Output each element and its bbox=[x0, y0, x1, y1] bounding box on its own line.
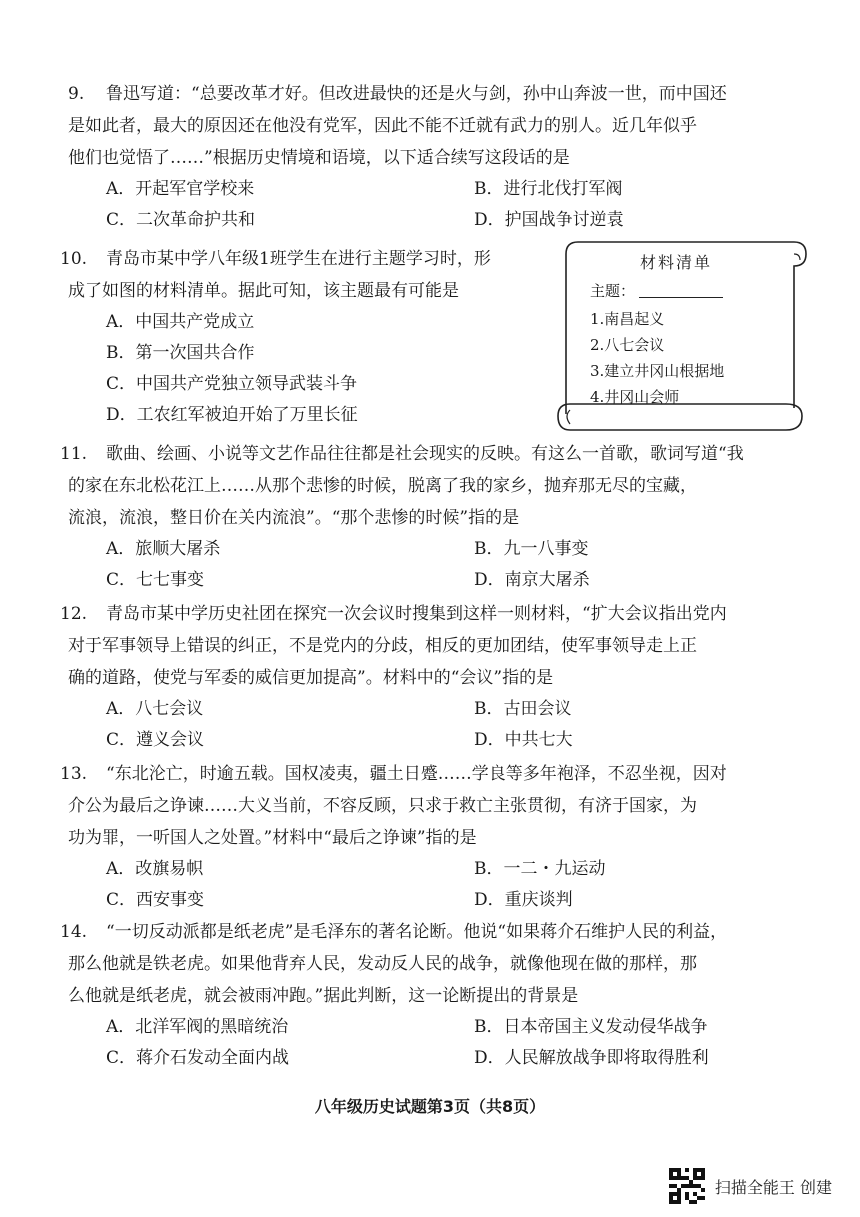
option-d: D．中共七大 bbox=[474, 730, 573, 750]
option-a: A．中国共产党成立 bbox=[106, 312, 255, 332]
option-b: B．九一八事变 bbox=[474, 539, 589, 559]
option-a: A．旅顺大屠杀 bbox=[106, 539, 221, 559]
material-list-scroll bbox=[556, 236, 816, 436]
question-text: 青岛市某中学历史社团在探究一次会议时搜集到这样一则材料，“扩大会议指出党内 bbox=[106, 604, 727, 624]
option-b: B．一二・九运动 bbox=[474, 859, 606, 879]
option-c: C．七七事变 bbox=[106, 570, 205, 590]
option-d: D．重庆谈判 bbox=[474, 890, 573, 910]
option-d: D．南京大屠杀 bbox=[474, 570, 590, 590]
theme-blank bbox=[639, 297, 723, 298]
material-items bbox=[590, 306, 724, 410]
question-text: 功为罪，一听国人之处置。”材料中“最后之诤谏”指的是 bbox=[68, 828, 477, 848]
question-number: 10. bbox=[60, 249, 88, 269]
scanner-watermark bbox=[669, 1168, 832, 1204]
option-c: C．蒋介石发动全面内战 bbox=[106, 1048, 290, 1068]
option-b: B．日本帝国主义发动侵华战争 bbox=[474, 1017, 708, 1037]
question-text: 介公为最后之诤谏……大义当前，不容反顾，只求于救亡主张贯彻，有济于国家，为 bbox=[68, 796, 697, 816]
question-text: 的家在东北松花江上……从那个悲惨的时候，脱离了我的家乡，抛弃那无尽的宝藏， bbox=[68, 476, 697, 496]
question-number: 12. bbox=[60, 604, 88, 624]
question-14 bbox=[60, 916, 808, 1074]
option-a: A．开起军官学校来 bbox=[106, 179, 255, 199]
option-c: C．西安事变 bbox=[106, 890, 205, 910]
question-text: 确的道路，使党与军委的威信更加提高”。材料中的“会议”指的是 bbox=[68, 668, 554, 688]
option-c: C．中国共产党独立领导武装斗争 bbox=[106, 374, 358, 394]
question-text: “一切反动派都是纸老虎”是毛泽东的著名论断。他说“如果蒋介石维护人民的利益， bbox=[106, 922, 728, 942]
page-footer: 八年级历史试题第3页（共8页） bbox=[314, 1097, 546, 1116]
material-item: 4.井冈山会师 bbox=[590, 388, 680, 406]
question-text: 成了如图的材料清单。据此可知，该主题最有可能是 bbox=[68, 281, 459, 301]
question-text: 他们也觉悟了……”根据历史情境和语境，以下适合续写这段话的是 bbox=[68, 148, 570, 168]
question-text: 鲁迅写道：“总要改革才好。但改进最快的还是火与剑，孙中山奔波一世，而中国还 bbox=[106, 84, 727, 104]
theme-field: 主题： bbox=[590, 280, 723, 301]
option-a: A．改旗易帜 bbox=[106, 859, 204, 879]
question-text: 么他就是纸老虎，就会被雨冲跑。”据此判断，这一论断提出的背景是 bbox=[68, 986, 579, 1006]
question-text: 流浪，流浪，整日价在关内流浪”。“那个悲惨的时候”指的是 bbox=[68, 508, 520, 528]
material-item: 1.南昌起义 bbox=[590, 310, 665, 328]
question-text: 青岛市某中学八年级1班学生在进行主题学习时，形 bbox=[106, 249, 491, 269]
option-a: A．八七会议 bbox=[106, 699, 204, 719]
watermark-text: 扫描全能王 创建 bbox=[714, 1177, 832, 1197]
question-13 bbox=[60, 758, 808, 916]
question-text: “东北沦亡，时逾五载。国权凌夷，疆土日蹙……学良等多年袍泽，不忍坐视，因对 bbox=[106, 764, 727, 784]
question-11 bbox=[60, 438, 808, 596]
question-text: 是如此者，最大的原因还在他没有党军，因此不能不迁就有武力的别人。近几年似乎 bbox=[68, 116, 697, 136]
option-d: D．人民解放战争即将取得胜利 bbox=[474, 1048, 709, 1068]
qr-code-icon bbox=[669, 1168, 705, 1204]
question-text: 歌曲、绘画、小说等文艺作品往往都是社会现实的反映。有这么一首歌，歌词写道“我 bbox=[106, 444, 744, 464]
question-9 bbox=[68, 78, 808, 236]
option-d: D．工农红军被迫开始了万里长征 bbox=[106, 405, 358, 425]
option-a: A．北洋军阀的黑暗统治 bbox=[106, 1017, 289, 1037]
option-c: C．遵义会议 bbox=[106, 730, 205, 750]
option-b: B．进行北伐打军阀 bbox=[474, 179, 623, 199]
option-c: C．二次革命护共和 bbox=[106, 210, 256, 230]
question-number: 13. bbox=[60, 764, 88, 784]
question-text: 那么他就是铁老虎。如果他背弃人民，发动反人民的战争，就像他现在做的那样，那 bbox=[68, 954, 697, 974]
material-list-title: 材料清单 bbox=[639, 253, 712, 272]
question-12 bbox=[60, 598, 808, 756]
material-item: 2.八七会议 bbox=[590, 336, 665, 354]
question-10 bbox=[60, 243, 548, 431]
option-b: B．第一次国共合作 bbox=[106, 343, 255, 363]
question-text: 对于军事领导上错误的纠正，不是党内的分歧，相反的更加团结，使军事领导走上正 bbox=[68, 636, 697, 656]
option-b: B．古田会议 bbox=[474, 699, 572, 719]
question-number: 14. bbox=[60, 922, 88, 942]
option-d: D．护国战争讨逆袁 bbox=[474, 210, 624, 230]
question-number: 11. bbox=[60, 444, 88, 464]
question-number: 9. bbox=[68, 84, 85, 104]
material-item: 3.建立井冈山根据地 bbox=[590, 362, 725, 380]
